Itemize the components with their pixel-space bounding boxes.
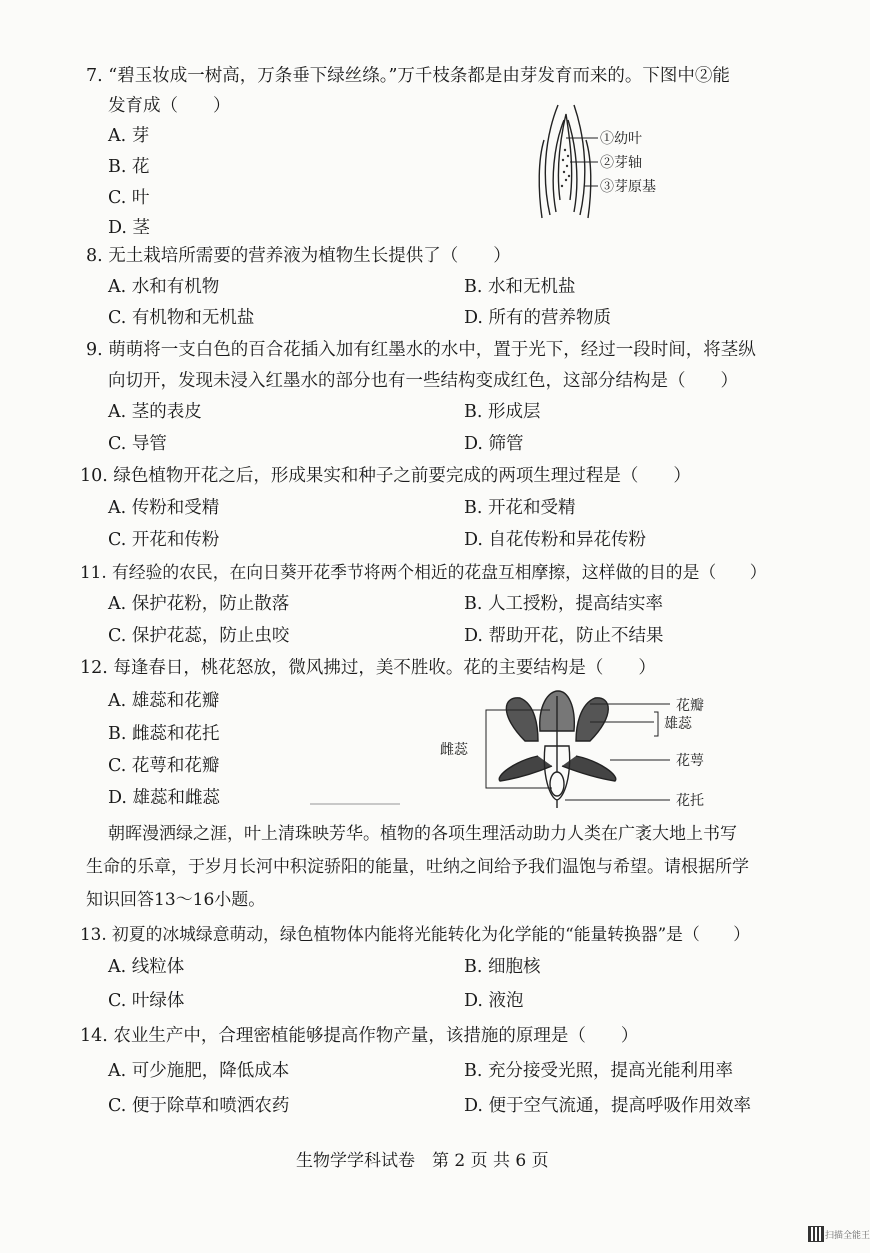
flower-label-pistil: 雌蕊	[440, 742, 468, 758]
q11-option-c: C. 保护花蕊，防止虫咬	[108, 626, 290, 646]
flower-label-sepal: 花萼	[676, 753, 704, 769]
flower-label-receptacle: 花托	[676, 793, 704, 809]
q8-stem: 8. 无土栽培所需要的营养液为植物生长提供了（ ）	[86, 246, 511, 266]
q9-stem-line2: 向切开，发现未浸入红墨水的部分也有一些结构变成红色，这部分结构是（ ）	[108, 371, 738, 391]
q12-stem: 12. 每逢春日，桃花怒放，微风拂过，美不胜收。花的主要结构是（ ）	[80, 658, 656, 678]
q8-option-d: D. 所有的营养物质	[464, 308, 612, 328]
flower-label-petal: 花瓣	[676, 698, 704, 714]
q14-option-d: D. 便于空气流通，提高呼吸作用效率	[464, 1096, 752, 1116]
q8-option-c: C. 有机物和无机盐	[108, 308, 255, 328]
q14-stem: 14. 农业生产中，合理密植能够提高作物产量，该措施的原理是（ ）	[80, 1026, 639, 1046]
q12-option-c: C. 花萼和花瓣	[108, 756, 220, 776]
q7-option-d: D. 茎	[108, 218, 151, 238]
q10-option-c: C. 开花和传粉	[108, 530, 220, 550]
q14-option-b: B. 充分接受光照，提高光能利用率	[464, 1061, 733, 1081]
q9-option-c: C. 导管	[108, 434, 167, 454]
q14-option-c: C. 便于除草和喷洒农药	[108, 1096, 290, 1116]
q7-stem-line2: 发育成（ ）	[108, 96, 231, 116]
q13-option-d: D. 液泡	[464, 991, 524, 1011]
q13-option-a: A. 线粒体	[108, 957, 185, 977]
passage-line1: 朝晖漫洒绿之涯，叶上清珠映芳华。植物的各项生理活动助力人类在广袤大地上书写	[108, 824, 737, 844]
q9-option-b: B. 形成层	[464, 402, 541, 422]
q7-option-c: C. 叶	[108, 188, 150, 208]
bud-label-bud-primordium: ③芽原基	[600, 179, 656, 195]
q11-option-b: B. 人工授粉，提高结实率	[464, 594, 663, 614]
passage-line3: 知识回答13～16小题。	[86, 890, 266, 910]
flower-label-stamen: 雄蕊	[664, 716, 692, 732]
q8-option-b: B. 水和无机盐	[464, 277, 576, 297]
q14-option-a: A. 可少施肥，降低成本	[108, 1061, 290, 1081]
page-footer: 生物学学科试卷 第 2 页 共 6 页	[296, 1151, 549, 1171]
q9-option-a: A. 茎的表皮	[108, 402, 202, 422]
q10-stem: 10. 绿色植物开花之后，形成果实和种子之前要完成的两项生理过程是（ ）	[80, 466, 691, 486]
scanner-watermark: 扫描全能王	[825, 1231, 870, 1241]
passage-line2: 生命的乐章，于岁月长河中积淀骄阳的能量，吐纳之间给予我们温饱与希望。请根据所学	[86, 857, 749, 877]
q11-option-a: A. 保护花粉，防止散落	[108, 594, 290, 614]
q10-option-a: A. 传粉和受精	[108, 498, 220, 518]
q13-stem: 13. 初夏的冰城绿意萌动，绿色植物体内能将光能转化为化学能的“能量转换器”是（ ）	[80, 924, 751, 944]
q13-option-b: B. 细胞核	[464, 957, 541, 977]
q9-stem-line1: 9. 萌萌将一支白色的百合花插入加有红墨水的水中，置于光下，经过一段时间，将茎纵	[86, 340, 756, 360]
q13-option-c: C. 叶绿体	[108, 991, 185, 1011]
q12-option-d: D. 雄蕊和雌蕊	[108, 788, 221, 808]
q7-option-a: A. 芽	[108, 126, 150, 146]
bud-label-bud-axis: ②芽轴	[600, 155, 642, 171]
q9-option-d: D. 筛管	[464, 434, 524, 454]
q10-option-d: D. 自花传粉和异花传粉	[464, 530, 647, 550]
bud-label-young-leaf: ①幼叶	[600, 131, 642, 147]
q12-option-a: A. 雄蕊和花瓣	[108, 691, 220, 711]
q11-stem: 11. 有经验的农民，在向日葵开花季节将两个相近的花盘互相摩擦，这样做的目的是（ ）	[80, 562, 767, 582]
q7-stem-line1: 7. “碧玉妆成一树高，万条垂下绿丝绦。”万千枝条都是由芽发育而来的。下图中②能	[86, 66, 730, 86]
q12-option-b: B. 雌蕊和花托	[108, 724, 220, 744]
q7-option-b: B. 花	[108, 157, 150, 177]
scanner-qr-icon	[808, 1226, 824, 1242]
flower-diagram	[440, 686, 670, 808]
q11-option-d: D. 帮助开花，防止不结果	[464, 626, 664, 646]
q10-option-b: B. 开花和受精	[464, 498, 576, 518]
q8-option-a: A. 水和有机物	[108, 277, 220, 297]
